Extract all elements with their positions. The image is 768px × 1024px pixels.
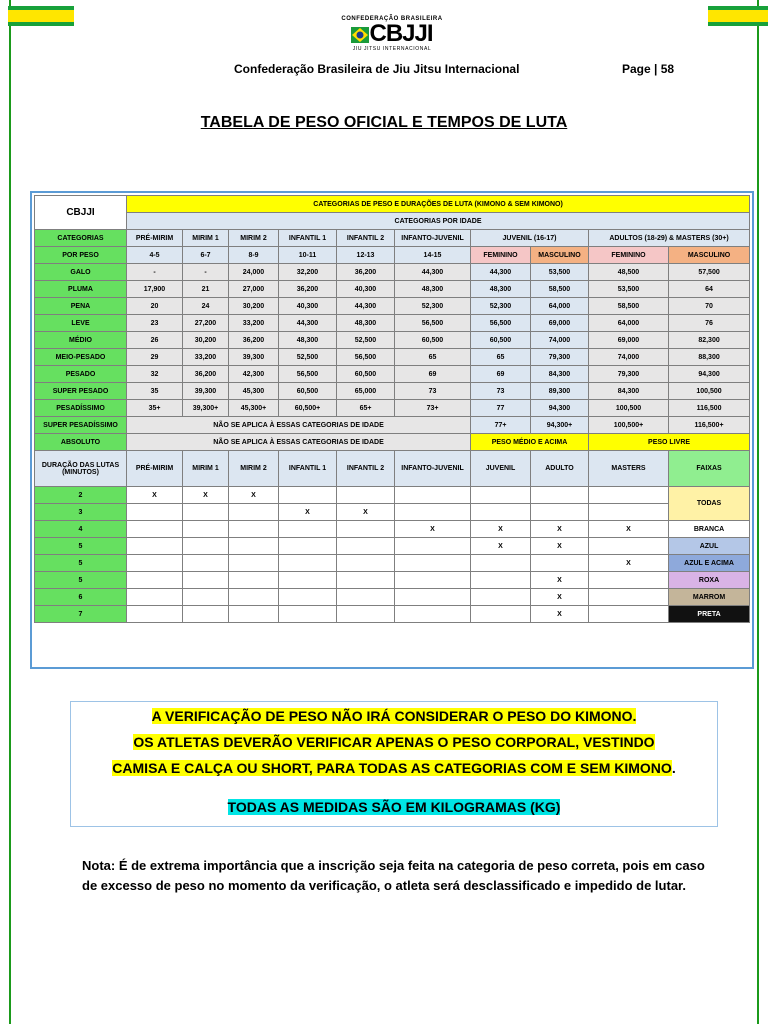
weight-value: 100,500 (589, 400, 669, 417)
weight-value: 94,300 (669, 366, 750, 383)
weight-value: 21 (183, 281, 229, 298)
age-categories-banner: CATEGORIAS POR IDADE (127, 213, 750, 230)
table-logo-cell: CBJJI (35, 196, 127, 230)
weight-value: 69 (395, 366, 471, 383)
weight-value: 39,300 (183, 383, 229, 400)
notice-line-1: A VERIFICAÇÃO DE PESO NÃO IRÁ CONSIDERAR O PESO DO KIMONO. (151, 708, 637, 724)
weight-value: - (183, 264, 229, 281)
duration-mark (395, 555, 471, 572)
duration-mark: X (531, 572, 589, 589)
duration-row (35, 606, 750, 623)
weight-value: 24 (183, 298, 229, 315)
age-range-6: 14-15 (395, 247, 471, 264)
weight-value: - (127, 264, 183, 281)
belt-label: BRANCA (669, 521, 750, 538)
duration-header-9: MASTERS (589, 451, 669, 487)
weight-value: 35 (127, 383, 183, 400)
weight-value: 56,500 (279, 366, 337, 383)
weight-value: 60,500 (337, 366, 395, 383)
weight-value: 36,200 (279, 281, 337, 298)
weight-value: 56,500 (395, 315, 471, 332)
weight-value: 48,500 (589, 264, 669, 281)
weight-value: 56,500 (337, 349, 395, 366)
duration-minutes: 2 (35, 487, 127, 504)
age-header-5: INFANTIL 2 (337, 230, 395, 247)
weight-value: 33,200 (183, 349, 229, 366)
duration-mark: X (531, 538, 589, 555)
duration-row (35, 504, 750, 521)
duration-mark (183, 504, 229, 521)
weight-value: 116,500 (669, 400, 750, 417)
age-header-4: INFANTIL 1 (279, 230, 337, 247)
note-paragraph: Nota: É de extrema importância que a inscrição seja feita na categoria de peso correta, pois em caso de excesso de peso no momento da verificação, o atleta será desclassificado e impedido de lutar. (82, 858, 705, 893)
weight-value: 48,300 (337, 315, 395, 332)
right-flag-decoration (708, 6, 768, 26)
duration-mark (127, 606, 183, 623)
table-row (35, 400, 750, 417)
duration-mark (395, 504, 471, 521)
weight-value: 65 (471, 349, 531, 366)
weight-value: 52,500 (279, 349, 337, 366)
weight-value: 100,500 (669, 383, 750, 400)
duration-row (35, 487, 750, 504)
weight-value: 27,000 (229, 281, 279, 298)
duration-mark (229, 504, 279, 521)
weight-value: 39,300+ (183, 400, 229, 417)
weight-value: 77 (471, 400, 531, 417)
weight-value: 30,200 (229, 298, 279, 315)
duration-mark (471, 572, 531, 589)
weight-value: 52,300 (395, 298, 471, 315)
duration-mark (127, 504, 183, 521)
weight-value: 60,500 (471, 332, 531, 349)
duration-mark: X (127, 487, 183, 504)
weight-value: 32 (127, 366, 183, 383)
duration-mark (127, 572, 183, 589)
weight-value: 60,500 (395, 332, 471, 349)
weight-value: 52,300 (471, 298, 531, 315)
duration-mark (531, 555, 589, 572)
weight-value: 74,000 (589, 349, 669, 366)
page-number: Page | 58 (622, 62, 675, 76)
duration-mark: X (471, 521, 531, 538)
adultos-header: ADULTOS (18-29) & MASTERS (30+) (589, 230, 750, 247)
duration-mark (337, 589, 395, 606)
duration-mark: X (589, 521, 669, 538)
organization-name: Confederação Brasileira de Jiu Jitsu Internacional (234, 62, 520, 76)
table-banner: CATEGORIAS DE PESO E DURAÇÕES DE LUTA (KIMONO & SEM KIMONO) (127, 196, 750, 213)
duration-mark (471, 504, 531, 521)
duration-mark (229, 606, 279, 623)
notice-line-4: TODAS AS MEDIDAS SÃO EM KILOGRAMAS (KG) (227, 799, 561, 815)
table-row (35, 366, 750, 383)
duration-header-4: INFANTIL 1 (279, 451, 337, 487)
weight-category-name: PESADÍSSIMO (35, 400, 127, 417)
weight-value: 73 (471, 383, 531, 400)
weight-value: 77+ (471, 417, 531, 434)
weight-value: 53,500 (589, 281, 669, 298)
left-border-line (9, 0, 11, 1024)
weight-value: 74,000 (531, 332, 589, 349)
duration-mark (395, 572, 471, 589)
belt-label: PRETA (669, 606, 750, 623)
duration-mark (337, 572, 395, 589)
weight-table-container (30, 191, 754, 669)
duration-mark (337, 555, 395, 572)
weight-value: 44,300 (395, 264, 471, 281)
duration-header-1: PRÉ-MIRIM (127, 451, 183, 487)
age-range-3: 8-9 (229, 247, 279, 264)
weight-category-name: PLUMA (35, 281, 127, 298)
duration-mark: X (531, 521, 589, 538)
duration-mark (531, 504, 589, 521)
weight-value: 44,300 (279, 315, 337, 332)
weight-value: 64 (669, 281, 750, 298)
weight-value: 26 (127, 332, 183, 349)
duration-mark (471, 606, 531, 623)
duration-label: DURAÇÃO DAS LUTAS (MINUTOS) (35, 451, 127, 487)
duration-mark (229, 555, 279, 572)
duration-mark (531, 487, 589, 504)
duration-mark: X (471, 538, 531, 555)
duration-minutes: 5 (35, 572, 127, 589)
duration-mark: X (395, 521, 471, 538)
weight-value: 53,500 (531, 264, 589, 281)
duration-mark: X (229, 487, 279, 504)
absoluto-adultos: PESO LIVRE (589, 434, 750, 451)
weight-value: 44,300 (337, 298, 395, 315)
weight-value: 45,300+ (229, 400, 279, 417)
duration-mark (337, 487, 395, 504)
weight-value: 36,200 (183, 366, 229, 383)
duration-mark (589, 487, 669, 504)
duration-mark (279, 589, 337, 606)
logo-main-text: CBJJI (340, 22, 444, 46)
weight-category-name: LEVE (35, 315, 127, 332)
duration-mark (127, 521, 183, 538)
weight-value: 73 (395, 383, 471, 400)
weight-value: 42,300 (229, 366, 279, 383)
weight-value: 89,300 (531, 383, 589, 400)
not-applicable-note: NÃO SE APLICA À ESSAS CATEGORIAS DE IDADE (127, 417, 471, 434)
age-range-2: 6-7 (183, 247, 229, 264)
duration-mark (279, 555, 337, 572)
juvenil-feminino: FEMININO (471, 247, 531, 264)
duration-mark (127, 555, 183, 572)
duration-mark (471, 555, 531, 572)
weight-value: 23 (127, 315, 183, 332)
weight-value: 65,000 (337, 383, 395, 400)
logo-sub-text: JIU JITSU INTERNACIONAL (352, 46, 432, 52)
weight-category-name: ABSOLUTO (35, 434, 127, 451)
belt-label: AZUL E ACIMA (669, 555, 750, 572)
duration-row (35, 572, 750, 589)
duration-mark (337, 538, 395, 555)
weight-category-name: SUPER PESADO (35, 383, 127, 400)
weight-value: 94,300+ (531, 417, 589, 434)
table-row (35, 264, 750, 281)
weight-value: 36,200 (337, 264, 395, 281)
weight-value: 30,200 (183, 332, 229, 349)
duration-mark (589, 538, 669, 555)
weight-value: 56,500 (471, 315, 531, 332)
juvenil-masculino: MASCULINO (531, 247, 589, 264)
belt-todas: TODAS (669, 487, 750, 521)
duration-minutes: 4 (35, 521, 127, 538)
age-header-3: MIRIM 2 (229, 230, 279, 247)
table-row (35, 315, 750, 332)
duration-mark (471, 487, 531, 504)
duration-mark (279, 521, 337, 538)
weight-value: 64,000 (531, 298, 589, 315)
weight-category-name: PESADO (35, 366, 127, 383)
adultos-masculino: MASCULINO (669, 247, 750, 264)
age-header-1: PRÉ-MIRIM (127, 230, 183, 247)
by-weight-label: POR PESO (35, 247, 127, 264)
duration-row (35, 521, 750, 538)
duration-mark (395, 589, 471, 606)
weight-value: 116,500+ (669, 417, 750, 434)
duration-mark (589, 589, 669, 606)
weight-category-name: SUPER PESADÍSSIMO (35, 417, 127, 434)
juvenil-header: JUVENIL (16-17) (471, 230, 589, 247)
duration-mark (279, 572, 337, 589)
weight-value: 70 (669, 298, 750, 315)
table-row (35, 349, 750, 366)
weight-value: 35+ (127, 400, 183, 417)
duration-mark (229, 538, 279, 555)
weight-value: 69 (471, 366, 531, 383)
weight-value: 33,200 (229, 315, 279, 332)
duration-mark: X (589, 555, 669, 572)
weight-value: 24,000 (229, 264, 279, 281)
weight-value: 20 (127, 298, 183, 315)
duration-mark (183, 572, 229, 589)
weight-value: 17,900 (127, 281, 183, 298)
duration-minutes: 3 (35, 504, 127, 521)
duration-mark (589, 606, 669, 623)
weight-value: 45,300 (229, 383, 279, 400)
brazil-flag-icon (351, 27, 369, 43)
duration-minutes: 6 (35, 589, 127, 606)
right-border-line (757, 0, 759, 1024)
duration-mark: X (531, 589, 589, 606)
absoluto-juvenil: PESO MÉDIO E ACIMA (471, 434, 589, 451)
age-header-2: MIRIM 1 (183, 230, 229, 247)
weight-value: 88,300 (669, 349, 750, 366)
belt-label: ROXA (669, 572, 750, 589)
weight-value: 84,300 (589, 383, 669, 400)
duration-mark (589, 572, 669, 589)
weight-value: 48,300 (471, 281, 531, 298)
duration-mark (279, 487, 337, 504)
weight-value: 48,300 (279, 332, 337, 349)
age-range-4: 10-11 (279, 247, 337, 264)
duration-mark: X (183, 487, 229, 504)
weight-value: 48,300 (395, 281, 471, 298)
duration-minutes: 5 (35, 538, 127, 555)
weight-value: 60,500 (279, 383, 337, 400)
duration-row (35, 589, 750, 606)
duration-mark (229, 589, 279, 606)
weight-value: 79,300 (589, 366, 669, 383)
duration-mark (127, 589, 183, 606)
duration-mark (183, 606, 229, 623)
duration-row (35, 538, 750, 555)
table-row (35, 298, 750, 315)
age-range-1: 4-5 (127, 247, 183, 264)
duration-mark: X (531, 606, 589, 623)
duration-header-7: JUVENIL (471, 451, 531, 487)
age-range-5: 12-13 (337, 247, 395, 264)
notice-line-3: CAMISA E CALÇA OU SHORT, PARA TODAS AS CATEGORIAS COM E SEM KIMONO (112, 760, 672, 776)
duration-header-3: MIRIM 2 (229, 451, 279, 487)
weight-category-name: MÉDIO (35, 332, 127, 349)
duration-header-6: INFANTO-JUVENIL (395, 451, 471, 487)
weight-value: 40,300 (337, 281, 395, 298)
duration-mark (229, 521, 279, 538)
duration-mark (337, 606, 395, 623)
duration-mark (279, 606, 337, 623)
belt-label: AZUL (669, 538, 750, 555)
page-title: TABELA DE PESO OFICIAL E TEMPOS DE LUTA (200, 114, 568, 131)
weight-value: 32,200 (279, 264, 337, 281)
age-header-6: INFANTO-JUVENIL (395, 230, 471, 247)
categories-label: CATEGORIAS (35, 230, 127, 247)
weight-value: 84,300 (531, 366, 589, 383)
weight-value: 29 (127, 349, 183, 366)
table-row (35, 281, 750, 298)
belt-label: MARROM (669, 589, 750, 606)
duration-mark (183, 521, 229, 538)
duration-header-8: ADULTO (531, 451, 589, 487)
duration-row (35, 555, 750, 572)
weight-category-name: PENA (35, 298, 127, 315)
duration-mark (395, 538, 471, 555)
weight-value: 100,500+ (589, 417, 669, 434)
weight-value: 36,200 (229, 332, 279, 349)
duration-mark (183, 589, 229, 606)
weight-value: 76 (669, 315, 750, 332)
left-flag-decoration (8, 6, 74, 26)
weight-value: 82,300 (669, 332, 750, 349)
duration-header-10: FAIXAS (669, 451, 750, 487)
weight-value: 44,300 (471, 264, 531, 281)
table-row (35, 332, 750, 349)
weight-value: 57,500 (669, 264, 750, 281)
weight-category-name: MEIO-PESADO (35, 349, 127, 366)
duration-mark: X (279, 504, 337, 521)
duration-minutes: 5 (35, 555, 127, 572)
weight-value: 73+ (395, 400, 471, 417)
duration-mark (183, 555, 229, 572)
duration-mark (127, 538, 183, 555)
weight-value: 58,500 (531, 281, 589, 298)
duration-mark (229, 572, 279, 589)
duration-header-5: INFANTIL 2 (337, 451, 395, 487)
duration-mark (337, 521, 395, 538)
weight-value: 58,500 (589, 298, 669, 315)
weight-table (34, 195, 750, 623)
logo-top-text: CONFEDERAÇÃO BRASILEIRA (341, 16, 443, 22)
duration-mark (471, 589, 531, 606)
duration-mark (395, 606, 471, 623)
weight-value: 65+ (337, 400, 395, 417)
cbjji-logo (340, 16, 444, 58)
weight-value: 52,500 (337, 332, 395, 349)
notice-line-3-period: . (671, 760, 676, 776)
notice-box (70, 701, 718, 827)
weight-category-name: GALO (35, 264, 127, 281)
weight-value: 39,300 (229, 349, 279, 366)
adultos-feminino: FEMININO (589, 247, 669, 264)
duration-mark (183, 538, 229, 555)
duration-mark (279, 538, 337, 555)
weight-value: 69,000 (531, 315, 589, 332)
weight-value: 64,000 (589, 315, 669, 332)
duration-header-2: MIRIM 1 (183, 451, 229, 487)
duration-mark (589, 504, 669, 521)
duration-mark (395, 487, 471, 504)
duration-mark: X (337, 504, 395, 521)
not-applicable-note: NÃO SE APLICA À ESSAS CATEGORIAS DE IDADE (127, 434, 471, 451)
table-row (35, 383, 750, 400)
weight-value: 94,300 (531, 400, 589, 417)
duration-minutes: 7 (35, 606, 127, 623)
weight-value: 65 (395, 349, 471, 366)
notice-line-2: OS ATLETAS DEVERÃO VERIFICAR APENAS O PESO CORPORAL, VESTINDO (133, 734, 655, 750)
weight-value: 69,000 (589, 332, 669, 349)
weight-value: 40,300 (279, 298, 337, 315)
weight-value: 79,300 (531, 349, 589, 366)
weight-value: 27,200 (183, 315, 229, 332)
weight-value: 60,500+ (279, 400, 337, 417)
